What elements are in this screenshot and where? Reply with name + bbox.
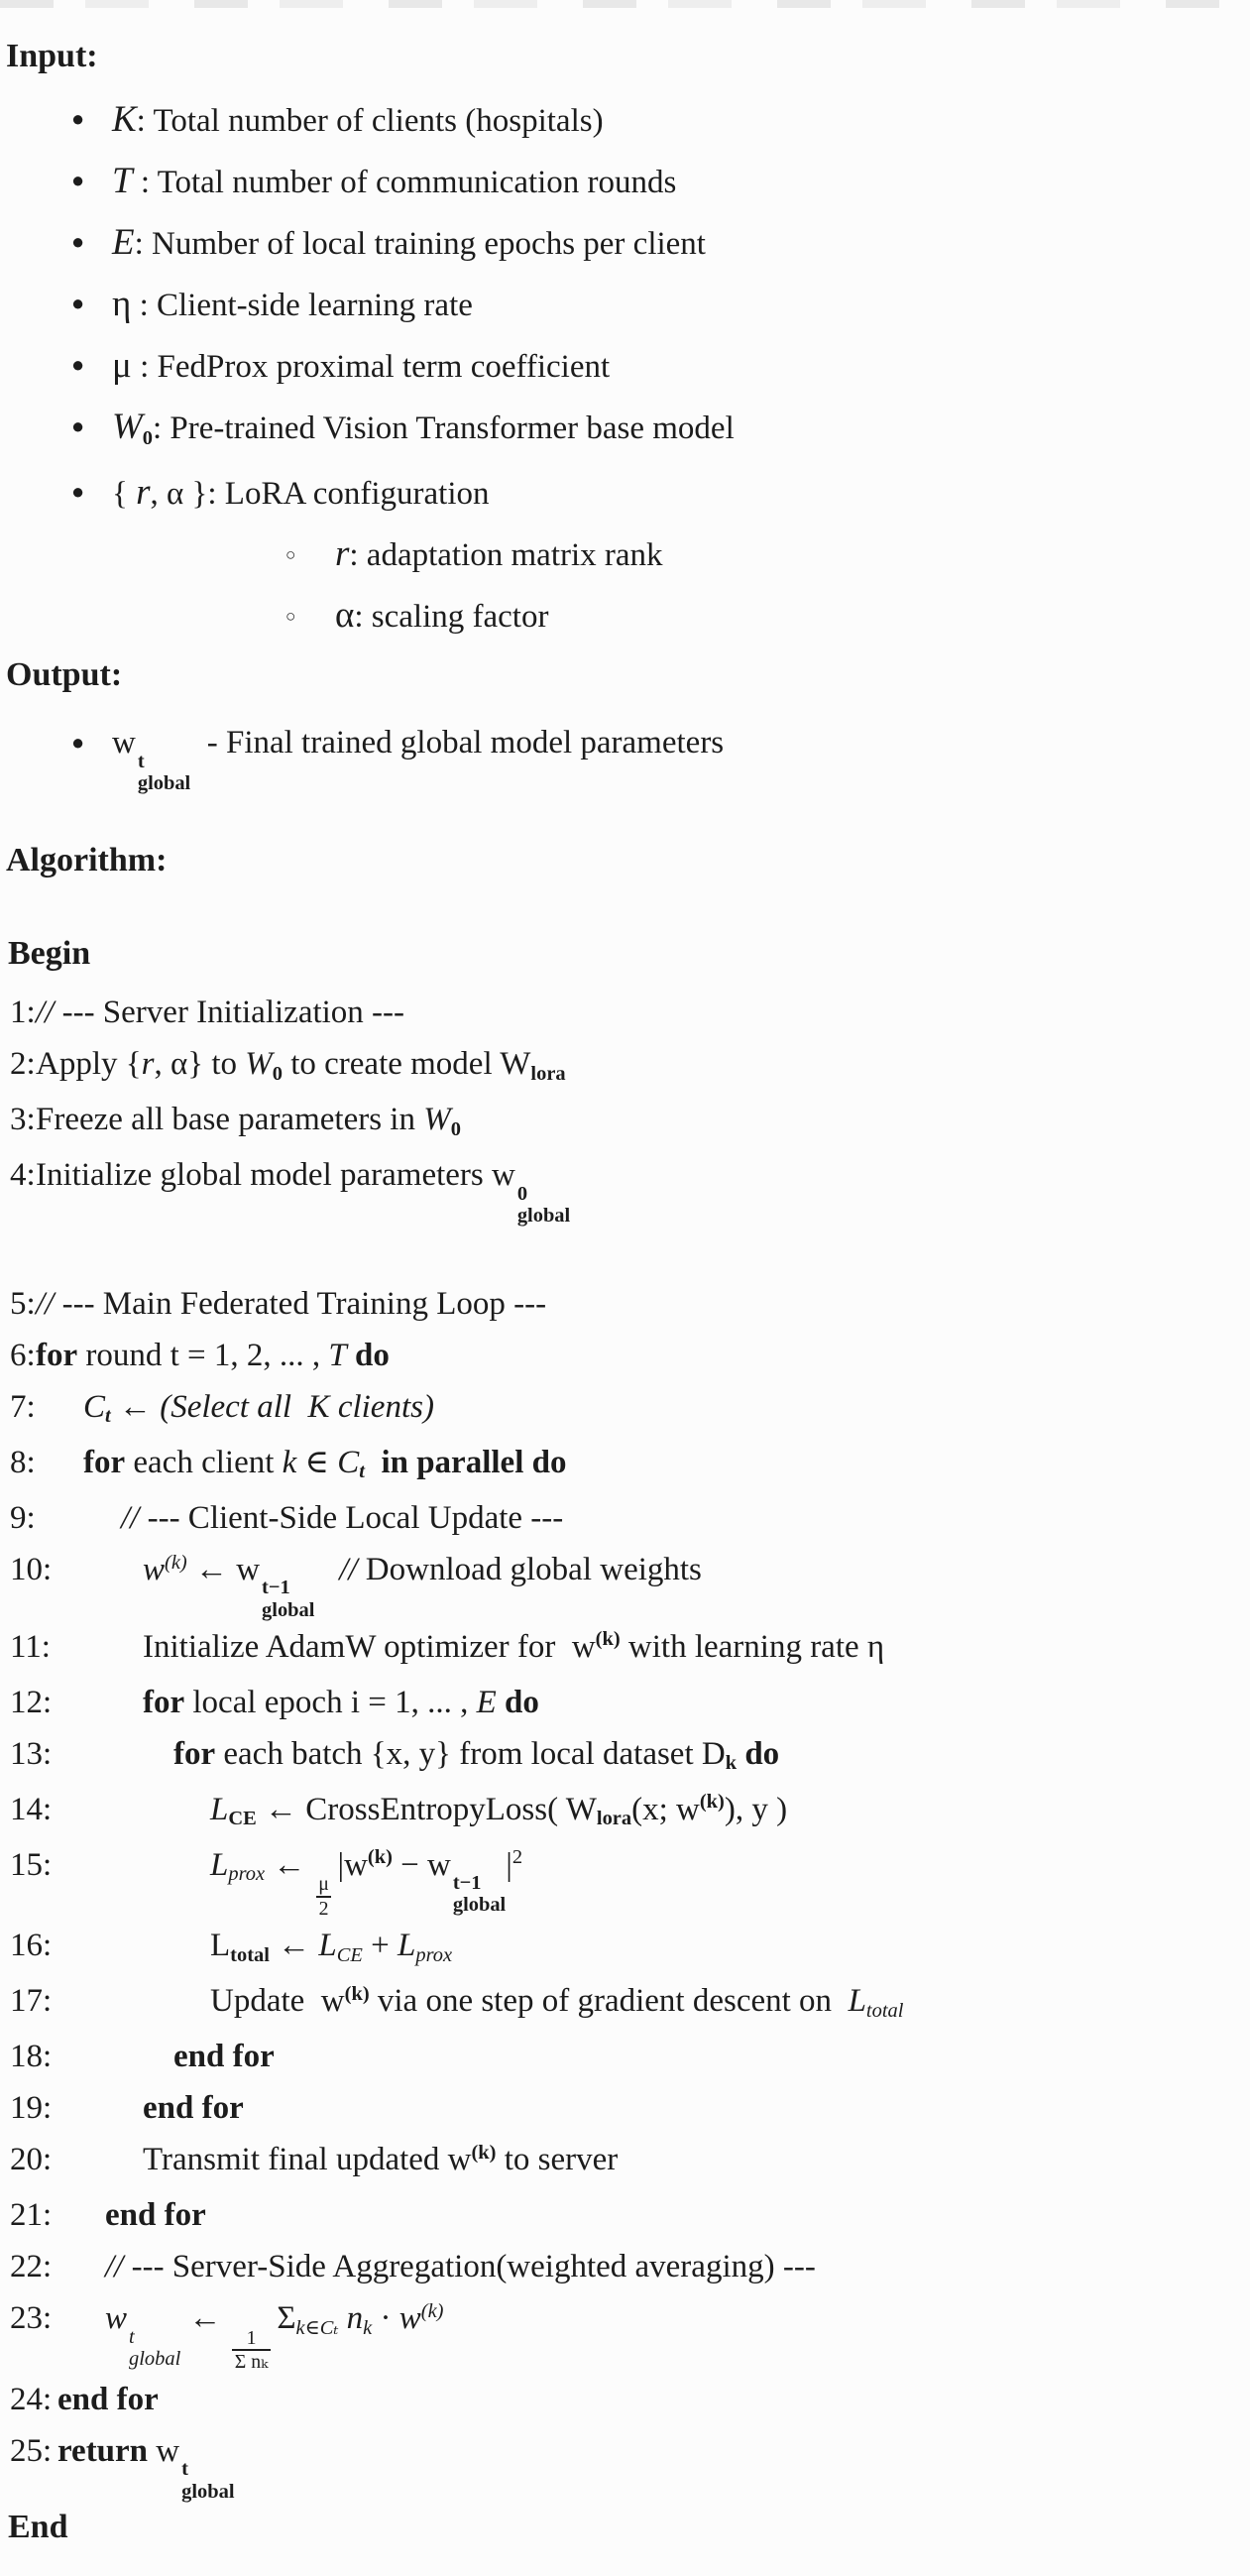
text-segment: W xyxy=(112,406,143,446)
text-segment: ∈ xyxy=(296,1444,338,1480)
line-content xyxy=(0,1544,702,1621)
algo-line-25 xyxy=(0,2425,1250,2503)
subscript: total xyxy=(230,1943,270,1966)
circle-bullet-icon: ○ xyxy=(285,607,296,626)
subscript: total xyxy=(865,1999,904,2022)
text-segment: r xyxy=(136,471,151,512)
algo-line-13 xyxy=(0,1728,1250,1784)
fraction-numerator: 1 xyxy=(246,2326,257,2349)
text-segment: with learning rate η xyxy=(620,1628,885,1665)
bullet-item xyxy=(0,151,1250,212)
line-content xyxy=(0,1728,779,1784)
text-segment: ← xyxy=(180,2300,230,2337)
stacked-scripts xyxy=(262,1577,314,1620)
text-segment: { xyxy=(112,476,137,512)
text-segment: : adaptation matrix rank xyxy=(349,537,663,573)
line-content xyxy=(0,2134,618,2189)
text-segment: η xyxy=(112,283,132,323)
line-number: 4: xyxy=(10,1156,36,1193)
text-segment: L xyxy=(318,1928,337,1964)
text-segment: | xyxy=(506,1846,512,1883)
output-bullet-list xyxy=(0,708,1250,794)
subscript: global xyxy=(129,2347,181,2370)
text-segment: L xyxy=(848,1983,866,2020)
subscript: global xyxy=(181,2480,235,2503)
text-segment: T xyxy=(112,160,133,200)
superscript: t xyxy=(181,2458,188,2481)
text-segment: , α} to xyxy=(154,1045,246,1082)
text-segment: ← CrossEntropyLoss( W xyxy=(256,1791,597,1827)
subscript: k xyxy=(363,2316,373,2339)
text-segment: do xyxy=(355,1337,390,1373)
bullet-text xyxy=(112,725,725,794)
circle-bullet-icon: ○ xyxy=(285,545,296,564)
text-segment: to server xyxy=(496,2142,619,2178)
stacked-scripts xyxy=(181,2458,234,2502)
text-segment: each batch {x, y} from local dataset D xyxy=(215,1735,726,1772)
text-segment: --- Main Federated Training Loop --- xyxy=(61,1285,547,1322)
text-segment xyxy=(338,2300,346,2336)
text-segment xyxy=(365,1445,382,1480)
disc-bullet-icon: ● xyxy=(71,169,85,192)
text-segment: w xyxy=(112,725,136,761)
line-content xyxy=(0,1784,787,1839)
superscript: t−1 xyxy=(262,1577,290,1599)
subscript: k∈Cₜ xyxy=(295,2316,339,2339)
text-segment: Initialize AdamW optimizer for w xyxy=(143,1628,596,1665)
line-number: 5: xyxy=(10,1285,36,1322)
superscript: (k) xyxy=(367,1846,393,1869)
line-number: 22: xyxy=(10,2249,53,2285)
text-segment: end for xyxy=(105,2197,206,2234)
text-segment: --- Client-Side Local Update --- xyxy=(147,1499,564,1536)
superscript: (k) xyxy=(420,2299,444,2322)
line-content xyxy=(0,1094,461,1149)
text-segment: n xyxy=(346,2300,364,2337)
algo-line-11 xyxy=(0,1621,1250,1677)
text-segment: for xyxy=(36,1337,78,1373)
bullet-item xyxy=(0,335,1250,397)
superscript: 0 xyxy=(516,1182,528,1205)
text-segment: : Total number of clients (hospitals) xyxy=(136,103,604,139)
input-heading: Input: xyxy=(6,38,98,74)
text-segment: W xyxy=(245,1045,273,1082)
bullet-text xyxy=(112,471,490,512)
text-segment: : FedProx proximal term coefficient xyxy=(131,349,611,385)
text-segment: w xyxy=(143,1551,166,1587)
text-segment: K xyxy=(112,98,137,139)
subscript: 0 xyxy=(272,1062,283,1085)
bullet-item xyxy=(0,89,1250,151)
text-segment: : Total number of communication rounds xyxy=(132,165,677,200)
superscript: t xyxy=(129,2325,135,2348)
algo-line-8 xyxy=(0,1437,1250,1492)
text-segment: for xyxy=(83,1444,126,1480)
text-segment: + xyxy=(362,1928,398,1964)
algo-line-14 xyxy=(0,1784,1250,1839)
bullet-text xyxy=(112,406,735,449)
text-segment: ← xyxy=(265,1846,314,1883)
text-segment xyxy=(497,1685,505,1720)
text-segment xyxy=(314,1552,339,1587)
bullet-text xyxy=(335,594,549,635)
superscript: 2 xyxy=(511,1846,523,1869)
text-segment: round t = 1, 2, ... , xyxy=(77,1337,329,1373)
algo-line-1 xyxy=(0,987,1250,1038)
text-segment: end for xyxy=(143,2090,244,2127)
text-segment: (Select all K clients) xyxy=(160,1388,434,1425)
sub-bullet-item xyxy=(0,524,1250,585)
text-segment: r xyxy=(141,1045,155,1082)
subscript: global xyxy=(516,1204,571,1227)
algorithm-heading: Algorithm: xyxy=(6,841,168,878)
line-content xyxy=(0,1437,566,1492)
line-content xyxy=(0,2241,816,2292)
algo-line-23 xyxy=(0,2292,1250,2374)
stacked-scripts xyxy=(129,2326,180,2370)
text-segment: · xyxy=(372,2300,399,2337)
subscript: t xyxy=(359,1461,365,1483)
line-number: 18: xyxy=(10,2039,53,2075)
text-segment: --- Server Initialization --- xyxy=(61,994,405,1030)
subscript: CE xyxy=(336,1943,363,1966)
subscript: global xyxy=(262,1598,315,1621)
algo-line-6 xyxy=(0,1330,1250,1381)
subscript: t xyxy=(105,1405,111,1428)
line-number: 7: xyxy=(10,1388,36,1425)
subscript: global xyxy=(452,1894,507,1917)
stacked-scripts xyxy=(453,1872,506,1916)
text-segment: w xyxy=(105,2300,128,2337)
line-number: 24: xyxy=(10,2381,53,2417)
algo-line-16 xyxy=(0,1920,1250,1975)
text-segment: L xyxy=(210,1928,231,1964)
line-number: 20: xyxy=(10,2142,53,2178)
subscript: prox xyxy=(415,1943,453,1966)
line-content xyxy=(0,1677,539,1728)
line-content xyxy=(0,2292,443,2374)
line-content xyxy=(0,1492,563,1544)
subscript: k xyxy=(725,1752,738,1775)
text-segment: Transmit final updated w xyxy=(143,2142,472,2178)
bullet-text xyxy=(112,98,604,139)
text-segment: via one step of gradient descent on xyxy=(369,1983,849,2020)
text-segment: // xyxy=(36,1285,62,1322)
text-segment: (x; w xyxy=(631,1791,700,1827)
text-segment: Freeze all base parameters in xyxy=(36,1101,424,1137)
text-segment: w xyxy=(398,2300,421,2337)
line-content xyxy=(0,987,404,1038)
input-bullet-list xyxy=(0,89,1250,646)
line-number: 11: xyxy=(10,1628,51,1665)
text-segment: L xyxy=(210,1846,229,1883)
superscript: (k) xyxy=(471,2141,497,2164)
text-segment: to create model W xyxy=(282,1045,531,1082)
text-segment: : Client-side learning rate xyxy=(131,288,473,323)
text-segment: E xyxy=(476,1684,497,1720)
stacked-scripts xyxy=(517,1183,570,1227)
line-number: 21: xyxy=(10,2197,53,2234)
text-segment: // xyxy=(339,1551,366,1587)
bullet-item xyxy=(0,212,1250,274)
fraction-numerator: μ xyxy=(318,1873,329,1896)
text-segment: - Final trained global model parameters xyxy=(190,725,725,761)
text-segment: each client xyxy=(125,1444,283,1480)
end-label: End xyxy=(8,2508,68,2545)
fraction-denominator: 2 xyxy=(316,1896,332,1921)
text-segment: ← w xyxy=(186,1551,261,1587)
fraction xyxy=(232,2327,272,2374)
text-segment: E xyxy=(112,221,135,262)
superscript: (k) xyxy=(344,1982,370,2005)
text-segment: L xyxy=(398,1928,416,1964)
text-segment: Apply { xyxy=(36,1045,142,1082)
text-segment: k xyxy=(282,1444,297,1480)
subscript: lora xyxy=(530,1062,566,1085)
text-segment: end for xyxy=(173,2039,275,2075)
line-content xyxy=(0,1621,884,1677)
algo-line-17 xyxy=(0,1975,1250,2031)
line-number: 23: xyxy=(10,2300,53,2337)
line-number: 17: xyxy=(10,1983,53,2020)
fraction xyxy=(316,1873,332,1920)
text-segment: C xyxy=(83,1388,106,1425)
text-segment: : scaling factor xyxy=(354,599,549,635)
superscript: (k) xyxy=(699,1791,725,1814)
bullet-item xyxy=(0,708,1250,794)
sub-bullet-item xyxy=(0,585,1250,646)
superscript: (k) xyxy=(595,1628,621,1651)
line-number: 10: xyxy=(10,1551,53,1587)
bullet-text xyxy=(112,221,706,262)
algo-line-12 xyxy=(0,1677,1250,1728)
text-segment: Update w xyxy=(210,1983,345,2020)
text-segment: for xyxy=(143,1684,185,1720)
line-content xyxy=(0,1920,452,1975)
line-content xyxy=(0,1278,546,1330)
disc-bullet-icon: ● xyxy=(71,230,85,254)
line-content xyxy=(0,1038,566,1094)
line-number: 13: xyxy=(10,1735,53,1772)
bullet-text xyxy=(112,160,677,200)
superscript: t−1 xyxy=(452,1872,482,1895)
algorithm-lines xyxy=(0,987,1250,2503)
superscript: t xyxy=(137,750,145,772)
bullet-item xyxy=(0,274,1250,335)
begin-label: Begin xyxy=(8,934,91,972)
bullet-text xyxy=(112,344,611,385)
disc-bullet-icon: ● xyxy=(71,353,85,377)
text-segment: μ xyxy=(112,344,132,385)
text-segment: L xyxy=(210,1791,229,1827)
subscript: 0 xyxy=(450,1117,461,1140)
algo-line-24 xyxy=(0,2374,1250,2425)
disc-bullet-icon: ● xyxy=(71,480,85,504)
algo-line-18 xyxy=(0,2031,1250,2082)
line-content xyxy=(0,1330,390,1381)
line-number: 2: xyxy=(10,1045,36,1082)
output-heading: Output: xyxy=(6,656,123,693)
bullet-text xyxy=(335,532,663,573)
text-segment: --- Server-Side Aggregation(weighted averaging) --- xyxy=(131,2249,816,2285)
text-segment: Initialize global model parameters w xyxy=(36,1156,515,1193)
disc-bullet-icon: ● xyxy=(71,292,85,315)
text-segment: , α }: LoRA configuration xyxy=(150,476,490,512)
text-segment: ← xyxy=(110,1388,161,1425)
algo-line-10 xyxy=(0,1544,1250,1621)
fraction-denominator: Σ nₖ xyxy=(232,2349,272,2374)
text-segment: : Number of local training epochs per client xyxy=(134,226,706,262)
algo-line-3 xyxy=(0,1094,1250,1149)
algo-line-19 xyxy=(0,2082,1250,2134)
text-segment: T xyxy=(328,1337,347,1373)
text-segment: : Pre-trained Vision Transformer base model xyxy=(153,410,735,446)
algo-line-21 xyxy=(0,2189,1250,2241)
text-segment: for xyxy=(173,1735,216,1772)
line-number: 15: xyxy=(10,1846,53,1883)
superscript: (k) xyxy=(165,1551,187,1574)
text-segment: |w xyxy=(337,1846,368,1883)
text-segment: − w xyxy=(392,1846,451,1883)
subscript: prox xyxy=(228,1863,266,1886)
stacked-scripts xyxy=(138,751,190,794)
algo-line-22 xyxy=(0,2241,1250,2292)
line-number: 16: xyxy=(10,1928,53,1964)
line-number: 19: xyxy=(10,2090,53,2127)
text-segment: // xyxy=(36,994,62,1030)
text-segment: α xyxy=(335,594,355,635)
algo-line-7 xyxy=(0,1381,1250,1437)
text-segment: // xyxy=(105,2249,132,2285)
line-number: 1: xyxy=(10,994,36,1030)
text-segment: Download global weights xyxy=(365,1551,702,1587)
disc-bullet-icon: ● xyxy=(71,731,85,755)
subscript: global xyxy=(137,771,191,794)
text-segment: return xyxy=(57,2432,149,2469)
text-segment: r xyxy=(335,532,350,573)
bullet-item xyxy=(0,462,1250,524)
line-content xyxy=(0,1975,903,2031)
algo-line-20 xyxy=(0,2134,1250,2189)
text-segment xyxy=(347,1338,355,1373)
algo-line-5 xyxy=(0,1278,1250,1330)
line-number: 3: xyxy=(10,1101,36,1137)
line-number: 9: xyxy=(10,1499,36,1536)
text-segment: ), y ) xyxy=(724,1791,788,1827)
line-number: 6: xyxy=(10,1337,36,1373)
line-number: 14: xyxy=(10,1791,53,1827)
text-segment: Σ xyxy=(277,2300,296,2337)
line-content xyxy=(0,1381,434,1437)
text-segment: in parallel do xyxy=(381,1444,567,1480)
line-content xyxy=(0,1839,522,1921)
text-segment: // xyxy=(121,1499,148,1536)
text-segment: local epoch i = 1, ... , xyxy=(184,1684,477,1720)
disc-bullet-icon: ● xyxy=(71,414,85,438)
text-segment: end for xyxy=(57,2381,159,2417)
algo-line-2 xyxy=(0,1038,1250,1094)
bullet-item xyxy=(0,397,1250,462)
disc-bullet-icon: ● xyxy=(71,107,85,131)
cropped-text-artifact xyxy=(0,0,1250,8)
algo-line-9 xyxy=(0,1492,1250,1544)
algo-line-15 xyxy=(0,1839,1250,1921)
algo-line-4 xyxy=(0,1149,1250,1227)
line-number: 25: xyxy=(10,2432,53,2469)
text-segment: W xyxy=(423,1101,451,1137)
subscript: CE xyxy=(228,1808,257,1830)
subscript: lora xyxy=(596,1808,632,1830)
bullet-text xyxy=(112,283,473,323)
line-content xyxy=(0,1149,570,1227)
text-segment: ← xyxy=(269,1928,319,1964)
subscript: 0 xyxy=(142,426,154,449)
text-segment: C xyxy=(337,1444,360,1480)
text-segment: do xyxy=(744,1735,780,1772)
text-segment: do xyxy=(505,1684,539,1720)
line-number: 8: xyxy=(10,1444,36,1480)
text-segment: w xyxy=(148,2432,180,2469)
line-number: 12: xyxy=(10,1684,53,1720)
